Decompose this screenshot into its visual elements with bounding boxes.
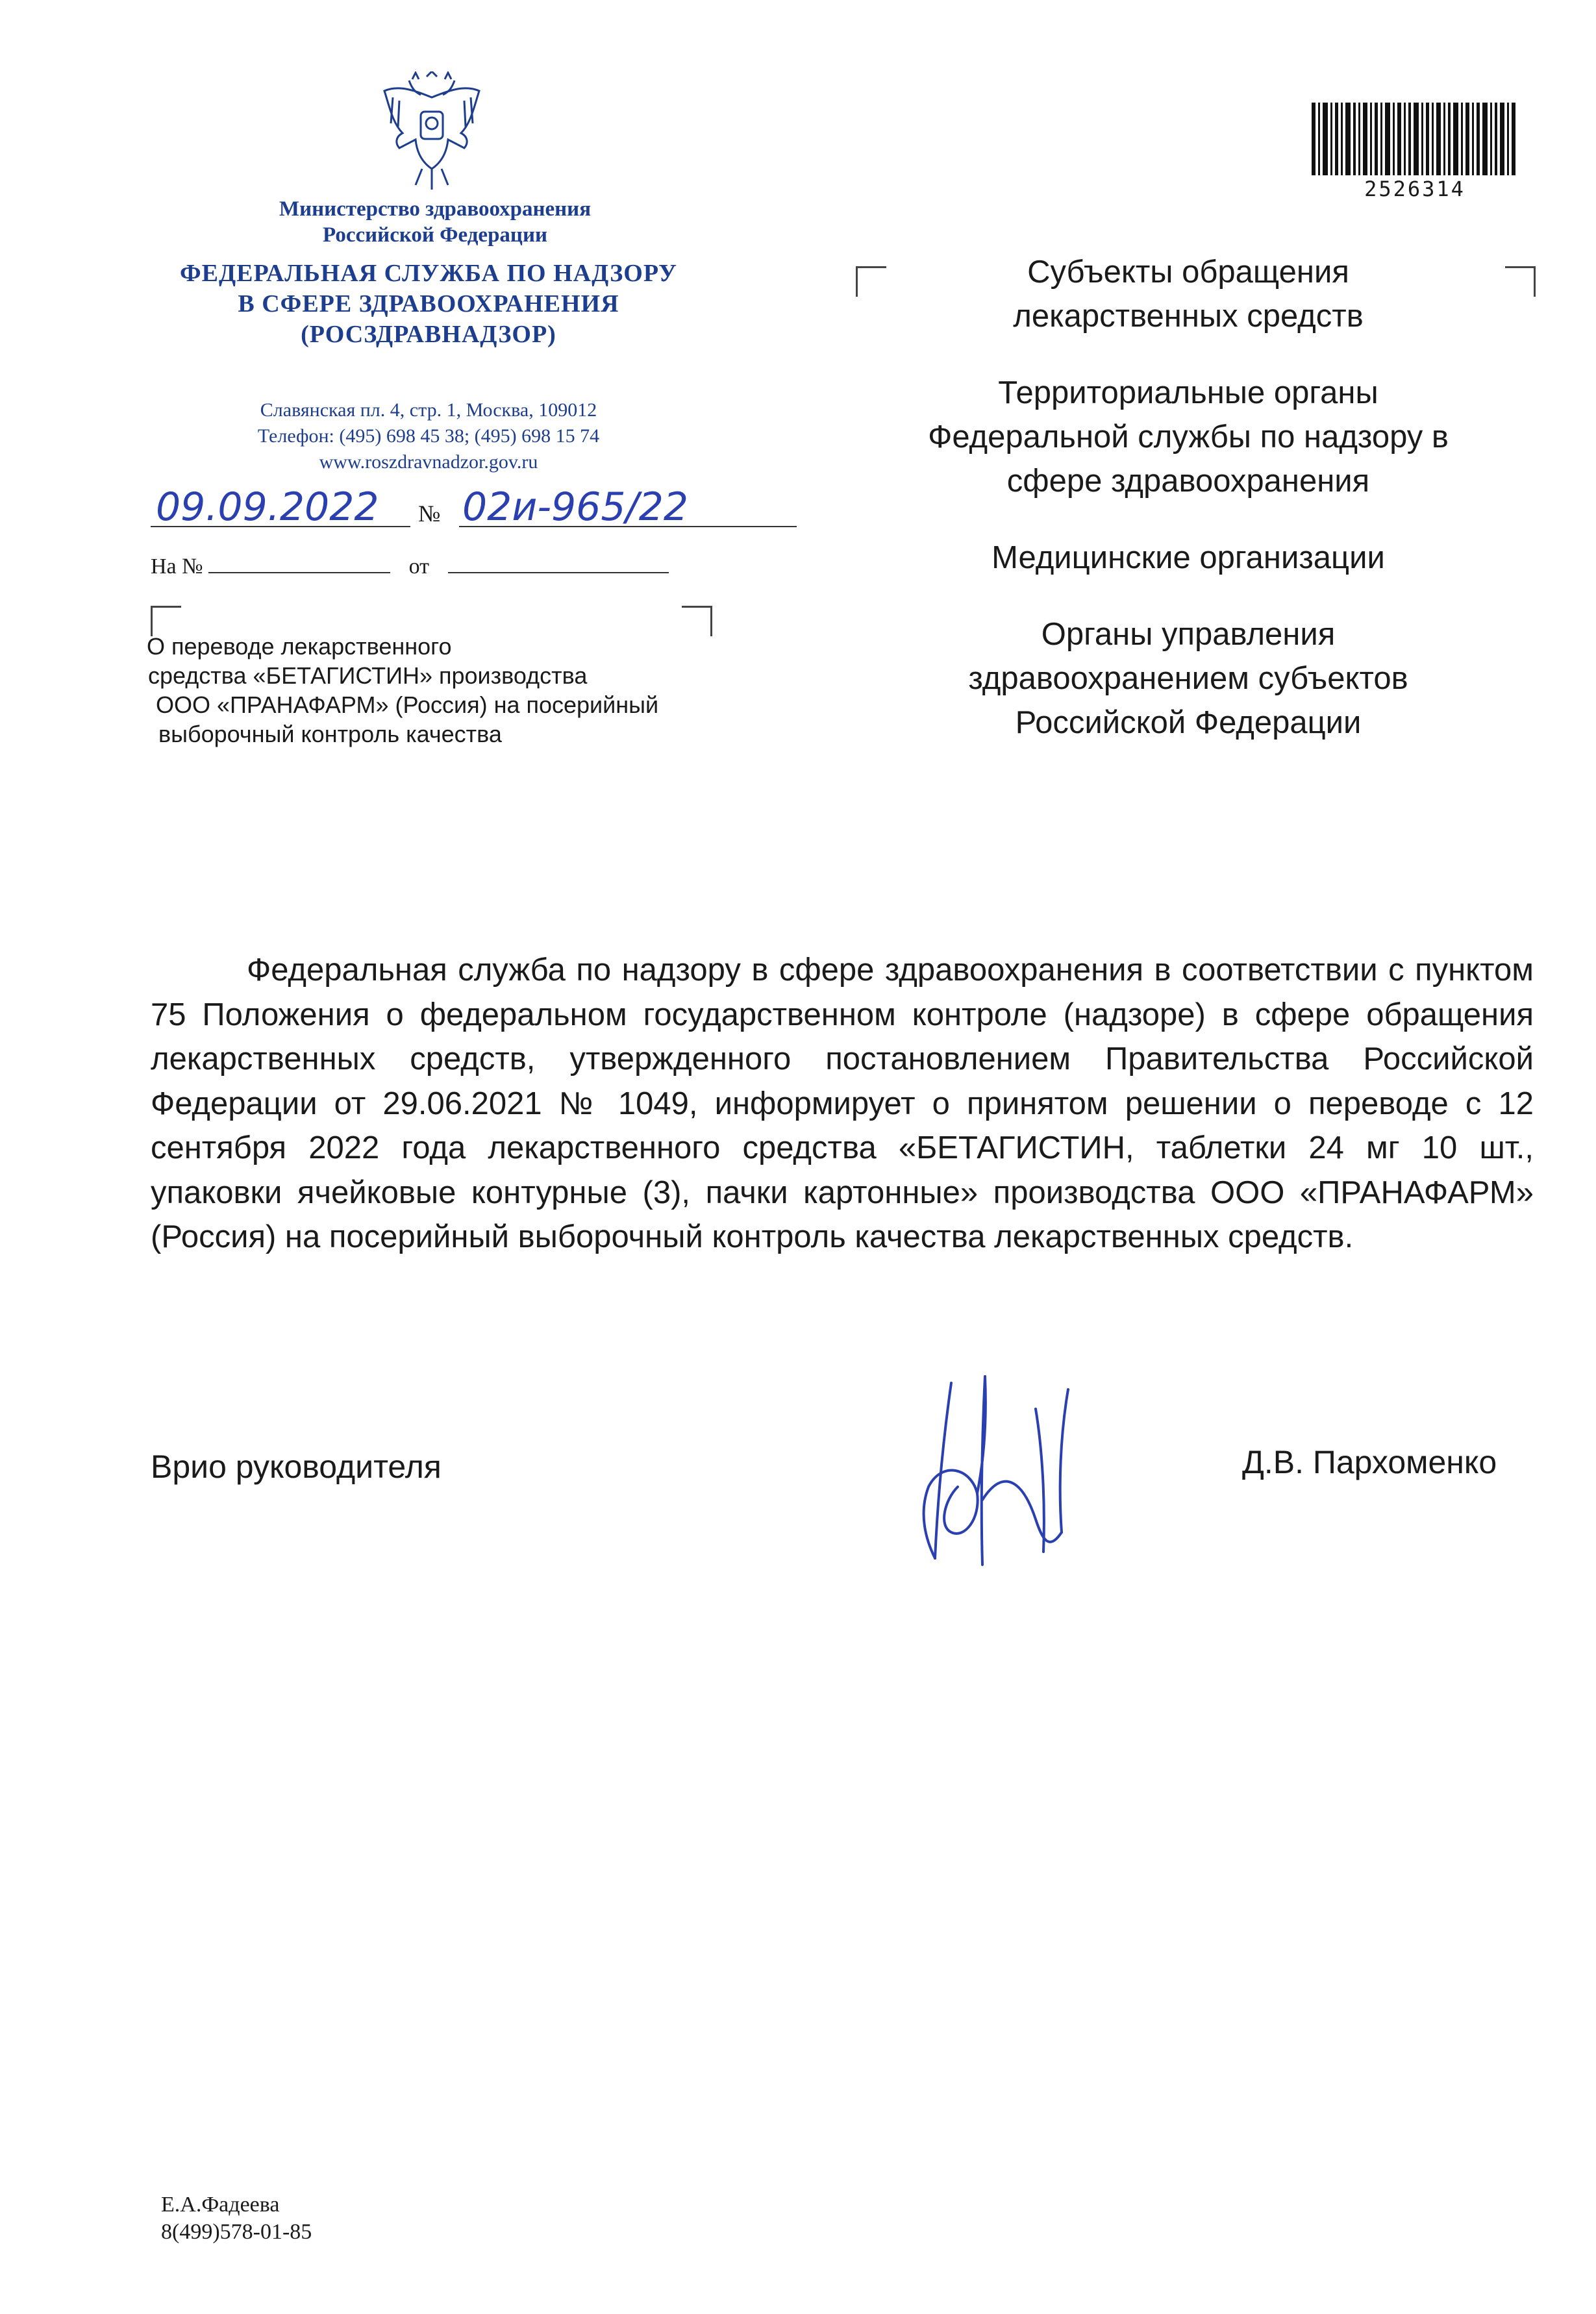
- registration-line: [151, 484, 826, 534]
- subject-line: О переводе лекарственного: [147, 633, 452, 660]
- recipient-line: Медицинские организации: [991, 540, 1385, 575]
- recipient-bracket-right: [1505, 266, 1536, 297]
- subject-line: средства «БЕТАГИСТИН» производства: [148, 662, 588, 689]
- recipient-line: Территориальные органы: [998, 375, 1378, 410]
- letter-subject: [147, 632, 803, 749]
- address-line: Телефон: (495) 698 45 38; (495) 698 15 74: [257, 425, 600, 447]
- signer-name: Д.В. Пархоменко: [1242, 1444, 1497, 1480]
- recipients-block: [909, 250, 1467, 777]
- reply-number-blank: [208, 554, 390, 573]
- executor-name: Е.А.Фадеева: [161, 2193, 280, 2217]
- body-paragraph: Федеральная служба по надзору в сфере здравоохранения в соответствии с пунктом 75 Положения о федеральном государственном контроле (надзоре) в сфере обращения лекарственных средств, утвержденного постановлением Правительства Российской Федерации от 29.06.2021 № 1049, информирует о принятом решении о переводе с 12 сентября 2022 года лекарственного средства «БЕТАГИСТИН, таблетки 24 мг 10 шт., упаковки ячейковые контурные (3), пачки картонные» производства ООО «ПРАНАФАРМ» (Россия) на посерийный выборочный контроль качества лекарственных средств.: [151, 952, 1534, 1254]
- subject-line: ООО «ПРАНАФАРМ» (Россия) на посерийный: [156, 691, 659, 718]
- subject-line: выборочный контроль качества: [158, 721, 502, 747]
- recipient-line: лекарственных средств: [1013, 299, 1364, 334]
- barcode-number: 2526314: [1364, 177, 1465, 201]
- recipient-group: [909, 250, 1467, 338]
- address-line: Славянская пл. 4, стр. 1, Москва, 109012: [260, 399, 597, 421]
- executor-info: [161, 2191, 312, 2246]
- handwritten-signature-icon: [906, 1370, 1094, 1571]
- recipient-bracket-left: [856, 266, 886, 297]
- double-headed-eagle-emblem-icon: [377, 71, 487, 192]
- ministry-line: Министерство здравоохранения: [279, 197, 592, 221]
- service-name: [130, 258, 727, 350]
- recipient-line: Федеральной службы по надзору в: [928, 419, 1449, 454]
- recipient-line: Субъекты обращения: [1027, 255, 1349, 290]
- recipient-line: Российской Федерации: [1015, 705, 1362, 740]
- organization-address: [188, 397, 669, 475]
- recipient-line: здравоохранением субъектов: [968, 661, 1408, 696]
- executor-phone: 8(499)578-01-85: [161, 2220, 312, 2244]
- service-line: ФЕДЕРАЛЬНАЯ СЛУЖБА ПО НАДЗОРУ: [180, 260, 677, 287]
- reply-reference: [151, 554, 716, 580]
- recipient-group: [909, 371, 1467, 503]
- service-line: (РОСЗДРАВНАДЗОР): [301, 321, 556, 348]
- service-line: В СФЕРЕ ЗДРАВООХРАНЕНИЯ: [238, 290, 619, 317]
- website-line: www.roszdravnadzor.gov.ru: [319, 451, 538, 473]
- registration-number: 02и-965/22: [462, 484, 689, 530]
- recipient-line: Органы управления: [1041, 617, 1336, 652]
- recipient-group: [909, 612, 1467, 745]
- signer-position: Врио руководителя: [151, 1449, 442, 1485]
- letter-body: [151, 948, 1534, 1260]
- recipient-line: сфере здравоохранения: [1006, 464, 1370, 499]
- ministry-line: Российской Федерации: [323, 223, 547, 247]
- recipient-group: [909, 536, 1467, 580]
- reply-date-blank: [448, 554, 669, 573]
- reply-number-label: На №: [151, 554, 203, 578]
- barcode-icon: [1310, 103, 1518, 175]
- ministry-name: [208, 196, 662, 248]
- reply-date-label: от: [408, 554, 430, 578]
- number-sign: №: [418, 501, 441, 527]
- registration-date: 09.09.2022: [156, 484, 379, 530]
